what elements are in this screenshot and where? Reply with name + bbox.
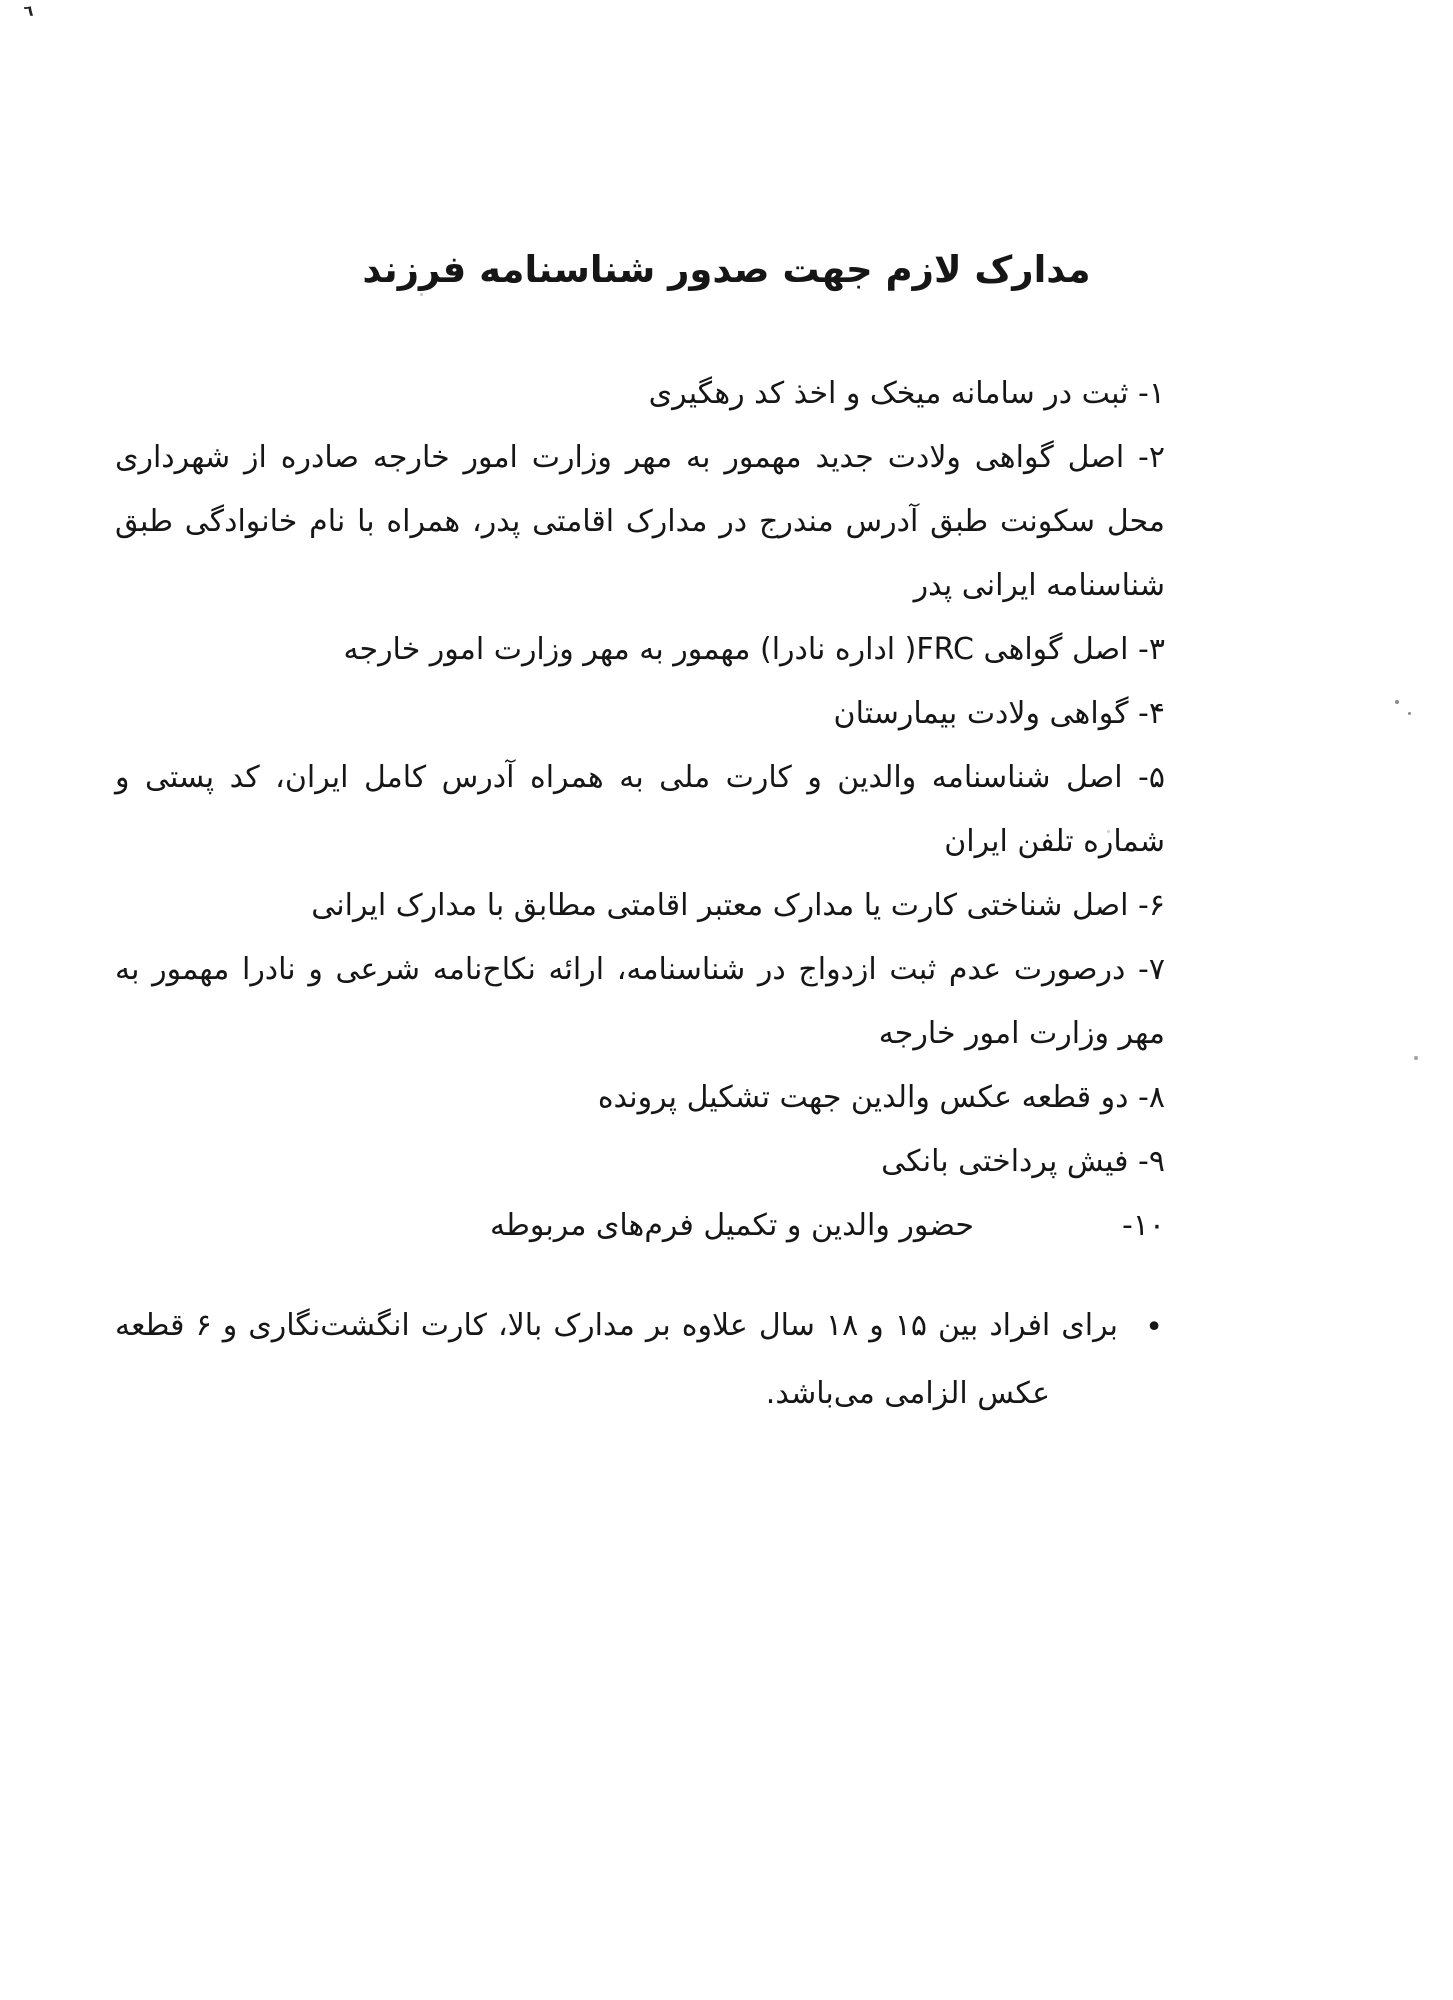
bullet-icon: •: [1145, 1310, 1163, 1345]
item-number: ۲-: [1138, 440, 1165, 475]
scan-speck: [420, 293, 423, 296]
item-number: ۸-: [1138, 1080, 1165, 1115]
item-text: فیش پرداختی بانکی: [881, 1144, 1129, 1179]
item-number: ۱۰-: [1121, 1208, 1165, 1243]
list-item-2: [115, 426, 1165, 618]
list-item-10: [115, 1194, 1165, 1258]
list-item-4: [115, 682, 1165, 746]
item-text: درصورت عدم ثبت ازدواج در شناسنامه، ارائه نکاح‌نامه شرعی و نادرا مهمور به مهر وزارت امور خارجه: [115, 952, 1165, 1051]
document-title: مدارک لازم جهت صدور شناسنامه فرزند: [362, 248, 1091, 291]
scan-speck: [1408, 712, 1411, 715]
item-text: حضور والدین و تکمیل فرم‌های مربوطه: [489, 1208, 974, 1243]
scan-speck: [1414, 1056, 1418, 1060]
item-number: ۷-: [1138, 952, 1165, 987]
list-item-6: [115, 874, 1165, 938]
item-text: دو قطعه عکس والدین جهت تشکیل پرونده: [597, 1080, 1129, 1115]
item-text: اصل شناختی کارت یا مدارک معتبر اقامتی مطابق با مدارک ایرانی: [311, 888, 1129, 923]
footnote-text: برای افراد بین ۱۵ و ۱۸ سال علاوه بر مدارک بالا، کارت انگشت‌نگاری و ۶ قطعه عکس الزامی می‌باشد.: [115, 1308, 1119, 1411]
item-number: ۹-: [1138, 1144, 1165, 1179]
item-number: ۳-: [1138, 632, 1165, 667]
requirements-list: [115, 362, 1165, 1258]
list-item-7: [115, 938, 1165, 1066]
scan-artifact-mark: ٦: [23, 1, 35, 21]
list-item-3: [115, 618, 1165, 682]
item-text: ثبت در سامانه میخک و اخذ کد رهگیری: [648, 376, 1129, 411]
item-number: ۵-: [1138, 760, 1165, 795]
footnote: [115, 1292, 1165, 1428]
item-text: گواهی ولادت بیمارستان: [833, 696, 1129, 731]
list-item-9: [115, 1130, 1165, 1194]
list-item-5: [115, 746, 1165, 874]
list-item-8: [115, 1066, 1165, 1130]
item-text: اصل گواهی ولادت جدید مهمور به مهر وزارت امور خارجه صادره از شهرداری محل سکونت طبق آدرس مندرج در مدارک اقامتی پدر، همراه با نام خانوادگی طبق شناسنامه ایرانی پدر: [115, 440, 1165, 603]
list-item-1: [115, 362, 1165, 426]
item-number: ۱-: [1138, 376, 1165, 411]
item-text: اصل گواهی FRC( اداره نادرا) مهمور به مهر وزارت امور خارجه: [343, 632, 1129, 667]
item-number: ۴-: [1138, 696, 1165, 731]
item-text: اصل شناسنامه والدین و کارت ملی به همراه آدرس کامل ایران، کد پستی و شماره تلفن ایران: [115, 760, 1165, 859]
scan-speck: [1395, 700, 1399, 704]
item-number: ۶-: [1138, 888, 1165, 923]
